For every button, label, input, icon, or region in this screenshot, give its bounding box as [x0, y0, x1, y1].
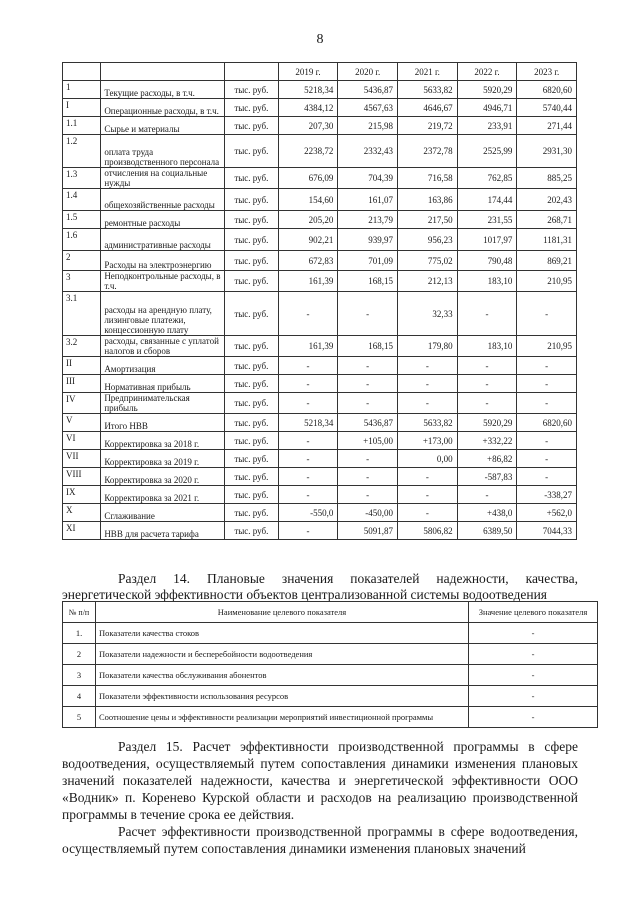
row-value: 775,02 [398, 251, 458, 271]
row-unit: тыс. руб. [224, 292, 278, 336]
row-value: 956,23 [398, 229, 458, 251]
table-row [63, 292, 577, 336]
table-row [63, 450, 577, 468]
row-name: расходы, связанные с уплатой налогов и сборов [101, 336, 225, 357]
row-value: - [338, 292, 398, 336]
row-value: 5920,29 [457, 81, 517, 99]
header-cell-unit [224, 63, 278, 81]
row-value: 231,55 [457, 211, 517, 229]
row-name: Корректировка за 2021 г. [101, 486, 225, 504]
row-number: IX [63, 486, 101, 504]
row-value: - [398, 357, 458, 375]
header-year: 2021 г. [398, 63, 458, 81]
row-name: Показатели качества обслуживания абонентов [96, 665, 469, 686]
row-value: 6389,50 [457, 522, 517, 540]
row-number: 4 [63, 686, 96, 707]
row-name: Расходы на электроэнергию [101, 251, 225, 271]
row-value: - [278, 468, 338, 486]
header-cell-name [101, 63, 225, 81]
table-row [63, 522, 577, 540]
table-row [63, 414, 577, 432]
table-row [63, 468, 577, 486]
row-unit: тыс. руб. [224, 168, 278, 189]
row-value: 5806,82 [398, 522, 458, 540]
row-number: 2 [63, 644, 96, 665]
row-value: 213,79 [338, 211, 398, 229]
row-unit: тыс. руб. [224, 211, 278, 229]
row-name: Сглаживание [101, 504, 225, 522]
row-value: 207,30 [278, 117, 338, 135]
row-value: 2332,43 [338, 135, 398, 168]
row-value: 210,95 [517, 336, 577, 357]
header-year: 2019 г. [278, 63, 338, 81]
row-value: 5436,87 [338, 81, 398, 99]
row-value: 205,20 [278, 211, 338, 229]
row-name: Показатели эффективности использования ресурсов [96, 686, 469, 707]
row-value: - [398, 504, 458, 522]
row-value: 5436,87 [338, 414, 398, 432]
row-value: - [469, 623, 598, 644]
row-unit: тыс. руб. [224, 414, 278, 432]
row-value: 183,10 [457, 271, 517, 292]
table-row [63, 271, 577, 292]
row-unit: тыс. руб. [224, 357, 278, 375]
row-value: +105,00 [338, 432, 398, 450]
row-value: - [457, 393, 517, 414]
row-value: 202,43 [517, 189, 577, 211]
row-value: 161,39 [278, 271, 338, 292]
row-value: - [278, 450, 338, 468]
table-row [63, 644, 598, 665]
row-name: Корректировка за 2019 г. [101, 450, 225, 468]
row-number: 3.2 [63, 336, 101, 357]
row-number: 1.6 [63, 229, 101, 251]
row-value: 5218,34 [278, 81, 338, 99]
table-row [63, 375, 577, 393]
row-value: - [457, 292, 517, 336]
row-value: 704,39 [338, 168, 398, 189]
row-value: 154,60 [278, 189, 338, 211]
header-num: № п/п [63, 602, 96, 623]
row-unit: тыс. руб. [224, 486, 278, 504]
row-value: 212,13 [398, 271, 458, 292]
table-row [63, 168, 577, 189]
row-unit: тыс. руб. [224, 393, 278, 414]
row-value: - [278, 432, 338, 450]
table-row [63, 117, 577, 135]
row-unit: тыс. руб. [224, 450, 278, 468]
row-value: - [457, 486, 517, 504]
section-15 [62, 738, 578, 857]
row-number: 5 [63, 707, 96, 728]
table-row [63, 189, 577, 211]
row-value: - [278, 357, 338, 375]
row-value: - [469, 644, 598, 665]
table-row [63, 211, 577, 229]
header-cell-num [63, 63, 101, 81]
row-value: 5633,82 [398, 81, 458, 99]
row-value: -550,0 [278, 504, 338, 522]
row-unit: тыс. руб. [224, 522, 278, 540]
row-value: 4946,71 [457, 99, 517, 117]
row-name: Показатели качества стоков [96, 623, 469, 644]
row-value: 163,86 [398, 189, 458, 211]
row-value: - [338, 486, 398, 504]
row-value: - [517, 375, 577, 393]
row-value: - [338, 375, 398, 393]
row-unit: тыс. руб. [224, 117, 278, 135]
row-value: 215,98 [338, 117, 398, 135]
row-name: Итого НВВ [101, 414, 225, 432]
row-value: +86,82 [457, 450, 517, 468]
row-value: - [398, 375, 458, 393]
row-value: 6820,60 [517, 414, 577, 432]
row-value: 4384,12 [278, 99, 338, 117]
row-unit: тыс. руб. [224, 189, 278, 211]
table-row [63, 229, 577, 251]
row-value: 869,21 [517, 251, 577, 271]
row-number: III [63, 375, 101, 393]
row-name: Нормативная прибыль [101, 375, 225, 393]
row-number: X [63, 504, 101, 522]
row-value: - [398, 486, 458, 504]
row-value: 902,21 [278, 229, 338, 251]
table-row [63, 99, 577, 117]
row-unit: тыс. руб. [224, 99, 278, 117]
row-value: 2525,99 [457, 135, 517, 168]
section-15-paragraph-2: Расчет эффективности производственной программы в сфере водоотведения, осуществляемый путем сопоставления динамики изменения плановых значений [62, 824, 578, 856]
row-name: Корректировка за 2020 г. [101, 468, 225, 486]
row-number: 1.3 [63, 168, 101, 189]
row-number: VI [63, 432, 101, 450]
row-value: - [338, 357, 398, 375]
row-value: 7044,33 [517, 522, 577, 540]
row-value: 219,72 [398, 117, 458, 135]
table-row [63, 81, 577, 99]
row-name: ремонтные расходы [101, 211, 225, 229]
row-value: 161,07 [338, 189, 398, 211]
row-unit: тыс. руб. [224, 229, 278, 251]
table-row [63, 251, 577, 271]
row-name: Текущие расходы, в т.ч. [101, 81, 225, 99]
row-value: 183,10 [457, 336, 517, 357]
row-name: Амортизация [101, 357, 225, 375]
row-value: - [517, 292, 577, 336]
table-header-row [63, 63, 577, 81]
row-value: - [278, 375, 338, 393]
table-row [63, 707, 598, 728]
table-row [63, 665, 598, 686]
row-value: - [278, 292, 338, 336]
section-14-line2: энергетической эффективности объектов централизованной системы водоотведения [62, 587, 547, 602]
row-value: 271,44 [517, 117, 577, 135]
header-name: Наименование целевого показателя [96, 602, 469, 623]
row-number: II [63, 357, 101, 375]
row-value: 790,48 [457, 251, 517, 271]
row-number: 3.1 [63, 292, 101, 336]
row-name: Соотношение цены и эффективности реализации мероприятий инвестиционной программы [96, 707, 469, 728]
row-value: 1017,97 [457, 229, 517, 251]
indicators-table [62, 601, 598, 728]
row-unit: тыс. руб. [224, 251, 278, 271]
header-value: Значение целевого показателя [469, 602, 598, 623]
row-value: - [338, 468, 398, 486]
table-row [63, 686, 598, 707]
row-value: -587,83 [457, 468, 517, 486]
row-value: +438,0 [457, 504, 517, 522]
row-value: 168,15 [338, 336, 398, 357]
row-value: 161,39 [278, 336, 338, 357]
row-value: 2238,72 [278, 135, 338, 168]
row-name: НВВ для расчета тарифа [101, 522, 225, 540]
table-row [63, 504, 577, 522]
row-value: 233,91 [457, 117, 517, 135]
row-unit: тыс. руб. [224, 504, 278, 522]
table-row [63, 432, 577, 450]
row-value: - [517, 432, 577, 450]
header-year: 2022 г. [457, 63, 517, 81]
header-year: 2020 г. [338, 63, 398, 81]
row-value: - [517, 393, 577, 414]
row-value: 5091,87 [338, 522, 398, 540]
table-header-row [63, 602, 598, 623]
row-name: административные расходы [101, 229, 225, 251]
row-name: Показатели надежности и бесперебойности водоотведения [96, 644, 469, 665]
row-value: - [457, 357, 517, 375]
row-value: 885,25 [517, 168, 577, 189]
row-value: 217,50 [398, 211, 458, 229]
row-number: 2 [63, 251, 101, 271]
row-number: 3 [63, 665, 96, 686]
row-value: 268,71 [517, 211, 577, 229]
row-number: 1.2 [63, 135, 101, 168]
row-value: 5740,44 [517, 99, 577, 117]
row-value: - [469, 686, 598, 707]
section-15-paragraph-1: Раздел 15. Расчет эффективности производственной программы в сфере водоотведения, осуществляемый путем сопоставления динамики изменения плановых значений показателей надежности, качества и энергетической эффективности ООО «Водник» п. Коренево Курской области и расходов на реализацию производственной программы в течение срока ее действия. [62, 739, 578, 822]
row-number: 1.1 [63, 117, 101, 135]
row-number: IV [63, 393, 101, 414]
row-value: - [278, 393, 338, 414]
row-number: 1. [63, 623, 96, 644]
row-value: - [517, 468, 577, 486]
expenses-table [62, 62, 577, 540]
row-value: 174,44 [457, 189, 517, 211]
row-value: - [398, 468, 458, 486]
row-value: - [338, 450, 398, 468]
row-value: 5218,34 [278, 414, 338, 432]
row-value: - [398, 393, 458, 414]
row-value: 32,33 [398, 292, 458, 336]
table-row [63, 393, 577, 414]
row-value: 179,80 [398, 336, 458, 357]
row-value: - [338, 393, 398, 414]
row-number: VIII [63, 468, 101, 486]
row-value: +562,0 [517, 504, 577, 522]
row-number: I [63, 99, 101, 117]
row-value: 5920,29 [457, 414, 517, 432]
row-name: Предпринимательская прибыль [101, 393, 225, 414]
row-value: - [469, 665, 598, 686]
section-14-line1: Раздел 14. Плановые значения показателей надежности, качества, [118, 571, 578, 586]
row-unit: тыс. руб. [224, 271, 278, 292]
page-number: 8 [316, 32, 324, 47]
row-value: +173,00 [398, 432, 458, 450]
row-name: Неподконтрольные расходы, в т.ч. [101, 271, 225, 292]
row-value: 672,83 [278, 251, 338, 271]
row-name: общехозяйственные расходы [101, 189, 225, 211]
row-value: - [457, 375, 517, 393]
row-value: 2931,30 [517, 135, 577, 168]
row-number: 3 [63, 271, 101, 292]
row-value: - [278, 486, 338, 504]
row-value: 4567,63 [338, 99, 398, 117]
row-value: 210,95 [517, 271, 577, 292]
row-value: 4646,67 [398, 99, 458, 117]
row-number: 1.5 [63, 211, 101, 229]
table-row [63, 623, 598, 644]
row-value: - [469, 707, 598, 728]
table-row [63, 357, 577, 375]
row-unit: тыс. руб. [224, 336, 278, 357]
row-name: Сырье и материалы [101, 117, 225, 135]
section-14-heading [62, 571, 578, 603]
table-row [63, 135, 577, 168]
row-value: 2372,78 [398, 135, 458, 168]
row-number: VII [63, 450, 101, 468]
row-unit: тыс. руб. [224, 375, 278, 393]
table-row [63, 336, 577, 357]
header-year: 2023 г. [517, 63, 577, 81]
row-value: -338,27 [517, 486, 577, 504]
row-unit: тыс. руб. [224, 468, 278, 486]
row-value: 716,58 [398, 168, 458, 189]
row-value: 1181,31 [517, 229, 577, 251]
row-unit: тыс. руб. [224, 432, 278, 450]
row-unit: тыс. руб. [224, 135, 278, 168]
row-value: 762,85 [457, 168, 517, 189]
row-value: - [517, 450, 577, 468]
row-value: 676,09 [278, 168, 338, 189]
row-value: +332,22 [457, 432, 517, 450]
row-value: 701,09 [338, 251, 398, 271]
row-name: Корректировка за 2018 г. [101, 432, 225, 450]
row-number: V [63, 414, 101, 432]
row-name: расходы на арендную плату, лизинговые платежи, концессионную плату [101, 292, 225, 336]
row-number: 1.4 [63, 189, 101, 211]
row-value: 168,15 [338, 271, 398, 292]
row-name: Операционные расходы, в т.ч. [101, 99, 225, 117]
row-number: XI [63, 522, 101, 540]
row-name: оплата труда производственного персонала [101, 135, 225, 168]
row-value: - [278, 522, 338, 540]
row-value: 6820,60 [517, 81, 577, 99]
row-unit: тыс. руб. [224, 81, 278, 99]
row-value: 939,97 [338, 229, 398, 251]
row-number: 1 [63, 81, 101, 99]
row-name: отчисления на социальные нужды [101, 168, 225, 189]
row-value: 0,00 [398, 450, 458, 468]
table-row [63, 486, 577, 504]
row-value: 5633,82 [398, 414, 458, 432]
row-value: -450,00 [338, 504, 398, 522]
row-value: - [517, 357, 577, 375]
